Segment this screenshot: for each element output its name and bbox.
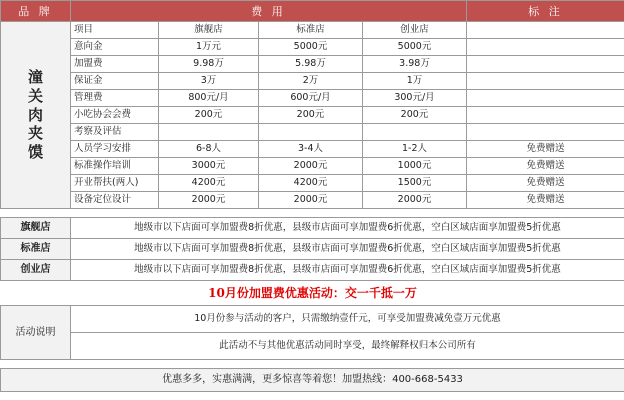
fee-item-label: 保证金: [71, 73, 159, 90]
fee-item-label: 人员学习安排: [71, 141, 159, 158]
fee-item-label: 意向金: [71, 39, 159, 56]
activity-label: 活动说明: [1, 306, 71, 360]
discount-text: 地级市以下店面可享加盟费8折优惠，县级市店面可享加盟费6折优惠，空白区域店面享加盟费5折优惠: [71, 218, 624, 239]
fee-value: 1500元: [363, 175, 467, 192]
fee-row: [1, 107, 624, 124]
column-header-item: 项目: [71, 22, 159, 39]
fee-value: 1-2人: [363, 141, 467, 158]
fee-value: 300元/月: [363, 90, 467, 107]
column-header-row: [1, 22, 624, 39]
fee-value: 2000元: [259, 192, 363, 209]
fee-remark: 免费赠送: [467, 192, 624, 209]
discount-table: [0, 209, 624, 392]
fee-value: 600元/月: [259, 90, 363, 107]
fee-value: [259, 124, 363, 141]
footer-hotline: 优惠多多，实惠满满，更多惊喜等着您！加盟热线：400-668-5433: [1, 369, 624, 392]
fee-remark: [467, 39, 624, 56]
fee-remark: [467, 73, 624, 90]
fee-item-label: 开业帮扶(两人): [71, 175, 159, 192]
header-row: [1, 1, 624, 22]
discount-text: 地级市以下店面可享加盟费8折优惠，县级市店面可享加盟费6折优惠，空白区域店面享加盟费5折优惠: [71, 260, 624, 281]
activity-row-1: [1, 306, 624, 333]
discount-row-startup: [1, 260, 624, 281]
fee-row: [1, 56, 624, 73]
fee-item-label: 标准操作培训: [71, 158, 159, 175]
fee-value: 5000元: [259, 39, 363, 56]
fee-value: 6-8人: [159, 141, 259, 158]
column-header-flagship: 旗舰店: [159, 22, 259, 39]
fee-value: 5000元: [363, 39, 467, 56]
fee-value: 3000元: [159, 158, 259, 175]
fee-value: [363, 124, 467, 141]
fee-value: [159, 124, 259, 141]
remarks-header: 标 注: [467, 1, 624, 22]
fee-remark: 免费赠送: [467, 175, 624, 192]
fee-value: 4200元: [159, 175, 259, 192]
fee-row: [1, 124, 624, 141]
brand-name: 潼 关 肉 夹 馍: [1, 22, 71, 209]
fee-remark: [467, 124, 624, 141]
fee-row: [1, 192, 624, 209]
activity-line: 此活动不与其他优惠活动同时享受，最终解释权归本公司所有: [71, 333, 624, 360]
fee-item-label: 设备定位设计: [71, 192, 159, 209]
discount-label: 标准店: [1, 239, 71, 260]
activity-row-2: [1, 333, 624, 360]
fee-row: [1, 90, 624, 107]
fee-value: 1000元: [363, 158, 467, 175]
fee-row: [1, 175, 624, 192]
fee-value: 2000元: [159, 192, 259, 209]
fee-item-label: 小吃协会会费: [71, 107, 159, 124]
fee-remark: [467, 107, 624, 124]
fee-value: 9.98万: [159, 56, 259, 73]
discount-label: 旗舰店: [1, 218, 71, 239]
promo-banner: [1, 281, 624, 306]
fee-row: [1, 141, 624, 158]
remark-cell: [467, 22, 624, 39]
fee-value: 3.98万: [363, 56, 467, 73]
fee-value: 4200元: [259, 175, 363, 192]
fee-value: 2000元: [363, 192, 467, 209]
fee-value: 2万: [259, 73, 363, 90]
discount-label: 创业店: [1, 260, 71, 281]
fees-header: 费 用: [71, 1, 467, 22]
fee-remark: [467, 90, 624, 107]
fee-value: 1万元: [159, 39, 259, 56]
fee-value: 800元/月: [159, 90, 259, 107]
fee-item-label: 管理费: [71, 90, 159, 107]
activity-line: 10月份参与活动的客户，只需缴纳壹仟元，可享受加盟费减免壹万元优惠: [71, 306, 624, 333]
discount-text: 地级市以下店面可享加盟费8折优惠，县级市店面可享加盟费6折优惠，空白区域店面享加盟费5折优惠: [71, 239, 624, 260]
fee-row: [1, 39, 624, 56]
fee-value: 200元: [159, 107, 259, 124]
discount-row-standard: [1, 239, 624, 260]
fee-item-label: 考察及评估: [71, 124, 159, 141]
fee-value: 3万: [159, 73, 259, 90]
discount-row-flagship: [1, 218, 624, 239]
fee-value: 1万: [363, 73, 467, 90]
fee-value: 3-4人: [259, 141, 363, 158]
fee-value: 200元: [259, 107, 363, 124]
fee-item-label: 加盟费: [71, 56, 159, 73]
fee-row: [1, 158, 624, 175]
fee-remark: 免费赠送: [467, 158, 624, 175]
fee-value: 5.98万: [259, 56, 363, 73]
column-header-standard: 标准店: [259, 22, 363, 39]
promo-title: 10月份加盟费优惠活动：交一千抵一万: [208, 285, 417, 300]
brand-header: 品 牌: [1, 1, 71, 22]
column-header-startup: 创业店: [363, 22, 467, 39]
fee-value: 2000元: [259, 158, 363, 175]
fee-row: [1, 73, 624, 90]
fee-remark: [467, 56, 624, 73]
fee-value: 200元: [363, 107, 467, 124]
fee-remark: 免费赠送: [467, 141, 624, 158]
